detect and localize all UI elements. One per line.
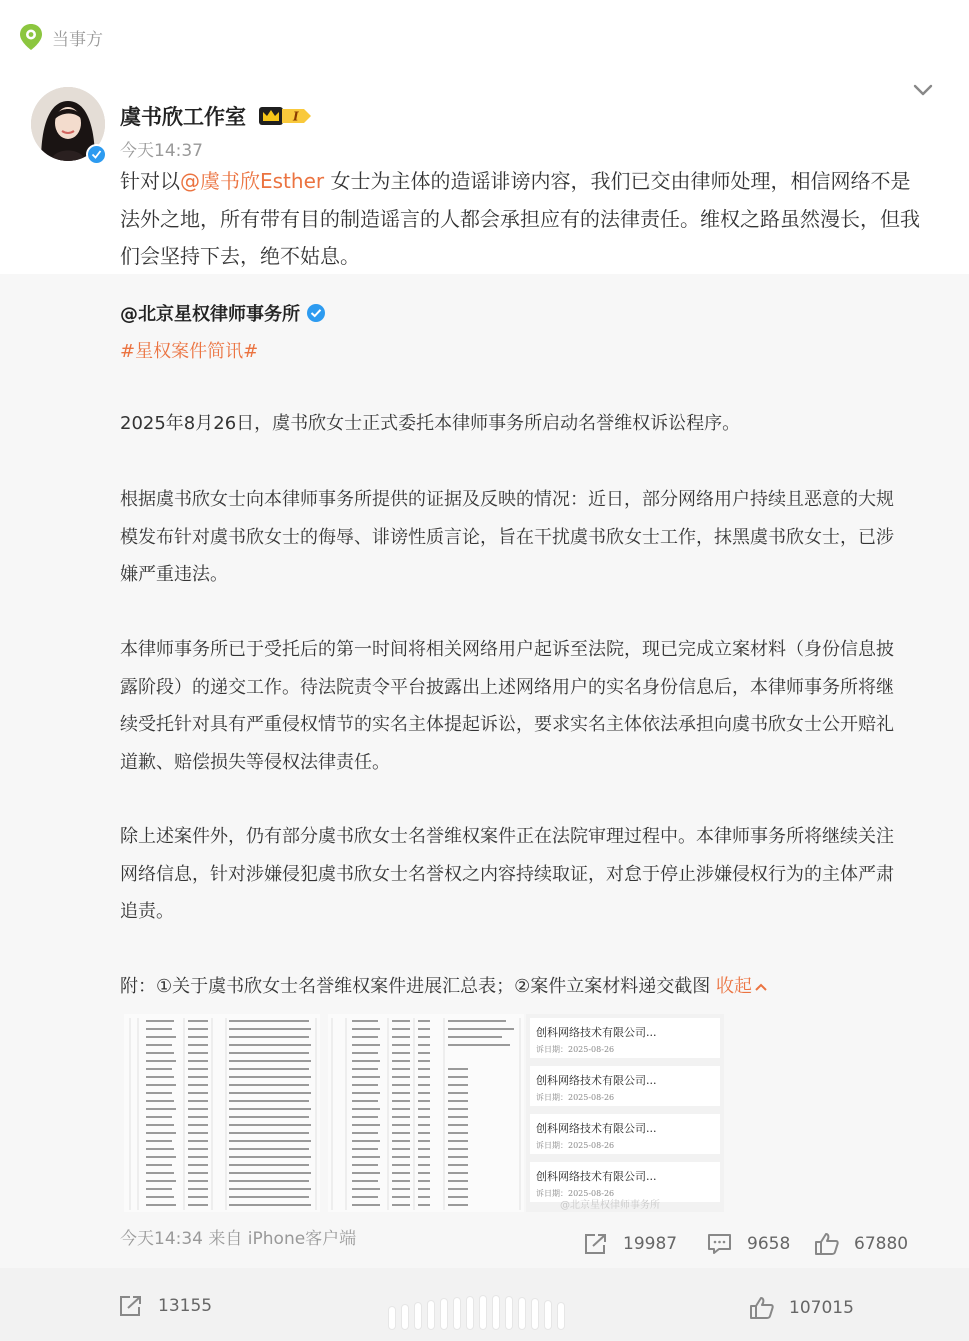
- post-author-name[interactable]: 虞书欣工作室: [120, 105, 246, 129]
- company-card: [530, 1066, 720, 1106]
- level-badge-bg: [282, 107, 312, 125]
- comment-icon: [707, 1232, 733, 1256]
- verified-icon: [86, 144, 107, 165]
- scroll-indicator-tick: [388, 1306, 396, 1330]
- forward-count: 13155: [158, 1296, 213, 1316]
- repost-author[interactable]: [120, 300, 326, 326]
- repost-comment-button[interactable]: [707, 1232, 790, 1256]
- repost-forward-button[interactable]: [583, 1232, 677, 1256]
- share-icon: [583, 1232, 609, 1256]
- repost-author-name[interactable]: @北京星权律师事务所: [120, 304, 300, 325]
- company-card: [530, 1018, 720, 1058]
- scroll-indicator-tick: [427, 1300, 435, 1330]
- scroll-indicator-tick: [466, 1296, 474, 1330]
- rank-level-text: I: [293, 109, 299, 124]
- post-text-before: 针对以: [120, 169, 180, 193]
- repost-like-button[interactable]: [814, 1232, 908, 1256]
- location-pin-icon: [18, 22, 44, 52]
- scroll-indicator-tick: [414, 1302, 422, 1330]
- spreadsheet-preview: [328, 1014, 524, 1212]
- forward-count: 19987: [623, 1234, 678, 1254]
- company-name: 创科网络技术有限公司...: [536, 1170, 657, 1183]
- topbar: [18, 22, 103, 52]
- thumbs-up-icon: [749, 1296, 775, 1320]
- scroll-indicator-tick: [518, 1297, 526, 1330]
- scroll-indicator-tick: [492, 1295, 500, 1330]
- spreadsheet-preview: [124, 1014, 320, 1212]
- scroll-indicator-tick: [505, 1296, 513, 1330]
- company-date: 诉日期：2025-08-26: [536, 1189, 615, 1198]
- post-text-after: 女士为主体的造谣诽谤内容，我们已交由律师处理，相信网络不是法外之地，所有带有目的制造谣言的人都会承担应有的法律责任。维权之路虽然漫长，但我们会坚持下去，绝不姑息。: [120, 169, 920, 268]
- post-content: [120, 163, 930, 276]
- scroll-indicator: [388, 1295, 570, 1330]
- repost-paragraph-1: 2025年8月26日，虞书欣女士正式委托本律师事务所启动名誉维权诉讼程序。: [120, 413, 741, 434]
- post-author[interactable]: [120, 101, 312, 131]
- scroll-indicator-tick: [440, 1298, 448, 1330]
- company-date: 诉日期：2025-08-26: [536, 1141, 615, 1150]
- collapse-label[interactable]: 收起: [716, 976, 752, 997]
- chevron-down-icon[interactable]: [912, 82, 934, 98]
- image-thumbnail-1[interactable]: [124, 1014, 320, 1212]
- topbar-label: 当事方: [52, 29, 103, 50]
- scroll-indicator-tick: [453, 1297, 461, 1330]
- company-card: [530, 1114, 720, 1154]
- repost-paragraph-2: 根据虞书欣女士向本律师事务所提供的证据及反映的情况：近日，部分网络用户持续且恶意的大规模发布针对虞书欣女士的侮辱、诽谤性质言论，旨在干扰虞书欣女士工作，抹黑虞书欣女士，已涉嫌严重违法。: [120, 489, 894, 585]
- image-watermark: @北京星权律师事务所: [560, 1200, 660, 1211]
- thumbs-up-icon: [814, 1232, 840, 1256]
- topic-tag[interactable]: #星权案件简讯#: [120, 341, 259, 362]
- collapse-link[interactable]: [716, 976, 768, 997]
- comment-count: 9658: [747, 1234, 791, 1254]
- forward-button[interactable]: [118, 1294, 212, 1318]
- repost-attachment-line: [120, 968, 910, 1006]
- post-time[interactable]: 今天14:37: [120, 141, 203, 161]
- verified-icon: [306, 303, 326, 323]
- share-icon: [118, 1294, 144, 1318]
- like-button[interactable]: [749, 1296, 854, 1320]
- attachment-text: 附：①关于虞书欣女士名誉维权案件进展汇总表；②案件立案材料递交截图: [120, 976, 716, 997]
- like-count: 67880: [854, 1234, 909, 1254]
- company-name: 创科网络技术有限公司...: [536, 1074, 657, 1087]
- scroll-indicator-tick: [479, 1295, 487, 1330]
- mention-link[interactable]: @虞书欣Esther: [180, 169, 325, 193]
- scroll-indicator-tick: [544, 1300, 552, 1330]
- image-thumbnail-3[interactable]: [526, 1014, 724, 1212]
- company-date: 诉日期：2025-08-26: [536, 1045, 615, 1054]
- company-name: 创科网络技术有限公司...: [536, 1122, 657, 1135]
- image-thumbnail-2[interactable]: [328, 1014, 524, 1212]
- repost-paragraph-3: 本律师事务所已于受托后的第一时间将相关网络用户起诉至法院，现已完成立案材料（身份信息披露阶段）的递交工作。待法院责令平台披露出上述网络用户的实名身份信息后，本律师事务所将继续受托针对具有严重侵权情节的实名主体提起诉讼，要求实名主体依法承担向虞书欣女士公开赔礼道歉、赔偿损失等侵权法律责任。: [120, 639, 894, 773]
- rank-badge[interactable]: [258, 106, 312, 126]
- crown-icon: [258, 106, 284, 126]
- like-count: 107015: [789, 1298, 854, 1318]
- scroll-indicator-tick: [531, 1298, 539, 1330]
- company-date: 诉日期：2025-08-26: [536, 1093, 615, 1102]
- repost-meta[interactable]: 今天14:34 来自 iPhone客户端: [120, 1229, 357, 1249]
- chevron-up-icon: [754, 982, 768, 992]
- scroll-indicator-tick: [557, 1302, 565, 1330]
- repost-paragraph-4: 除上述案件外，仍有部分虞书欣女士名誉维权案件正在法院审理过程中。本律师事务所将继续关注网络信息，针对涉嫌侵犯虞书欣女士名誉权之内容持续取证，对怠于停止涉嫌侵权行为的主体严肃追责。: [120, 826, 894, 922]
- company-name: 创科网络技术有限公司...: [536, 1026, 657, 1039]
- scroll-indicator-tick: [401, 1304, 409, 1330]
